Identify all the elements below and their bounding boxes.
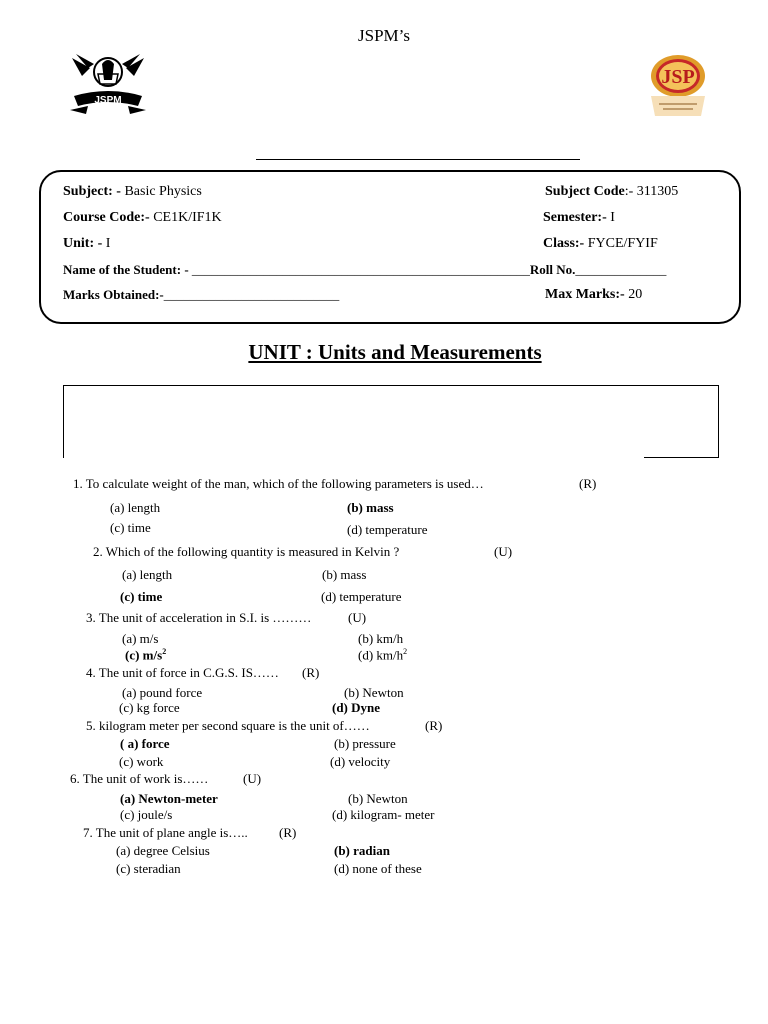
max-marks-label: Max Marks:- [545,287,625,302]
subject-label: Subject: - [63,184,121,199]
question-text: 1. To calculate weight of the man, which of the following parameters is used… [73,476,484,491]
question-4 [86,665,279,681]
institute-name: JSPM’s [358,26,410,45]
student-name-blank: ____________________________________________________ [188,262,530,277]
option-a: (a) m/s [122,631,159,646]
option-b: (b) mass [322,567,367,582]
option-b: (b) km/h [358,631,404,646]
marks-obtained-blank: ___________________________ [163,287,340,302]
marks-obtained-row [63,287,339,303]
option-b-answer: (b) radian [334,843,390,858]
answer-box [63,385,719,458]
subject-code-row [545,184,678,200]
subject-code-value: :- 311305 [624,184,679,199]
question-text: 4. The unit of force in C.G.S. IS…… [86,665,279,680]
question-level: (U) [494,544,513,559]
unit-title: UNIT : Units and Measurements [248,340,542,364]
roll-no-blank: ______________ [575,262,667,277]
course-code-value: CE1K/IF1K [149,210,222,225]
question-level: (R) [579,476,597,491]
max-marks-value: 20 [624,287,643,302]
option-d: (d) kilogram- meter [332,807,435,822]
subject-row [63,184,202,200]
jspm-logo [68,50,148,116]
question-text: 2. Which of the following quantity is measured in Kelvin ? [93,544,400,559]
unit-label: Unit: - [63,236,103,251]
option-a: (a) length [110,500,161,515]
class-label: Class:- [543,236,585,251]
semester-label: Semester:- [543,210,607,225]
question-level: (R) [302,665,320,680]
question-6 [70,771,208,787]
option-a-answer: (a) Newton-meter [120,791,218,806]
option-b: (b) Newton [348,791,408,806]
option-c: (c) steradian [116,861,181,876]
jsp-logo-text: JSP [661,66,695,88]
option-b: (b) pressure [334,736,396,751]
option-c-text: (c) m/s [125,647,163,663]
option-d: (d) temperature [347,522,428,537]
option-d-answer: (d) Dyne [332,700,381,715]
jsp-logo [643,52,713,120]
option-d: (d) velocity [330,754,391,769]
unit-value: I [102,236,111,251]
question-text: 6. The unit of work is…… [70,771,209,786]
subject-value: Basic Physics [120,184,202,199]
option-c: (c) kg force [119,700,180,715]
option-c-superscript: 2 [162,647,167,656]
option-c: (c) work [119,754,164,769]
option-b-answer: (b) mass [347,500,394,515]
subject-code-label: Subject Code [545,184,625,199]
option-a: (a) pound force [122,685,203,700]
unit-row [63,236,110,252]
question-level: (R) [279,825,297,840]
option-a: (a) degree Celsius [116,843,210,858]
option-d-superscript: 2 [403,647,408,656]
option-d [358,647,407,663]
course-code-row [63,210,222,226]
option-c-answer [125,647,166,663]
question-text: 7. The unit of plane angle is….. [83,825,248,840]
jspm-logo-text: JSPM [94,95,122,106]
class-value: FYCE/FYIF [584,236,658,251]
course-code-label: Course Code:- [63,210,150,225]
marks-obtained-label: Marks Obtained:- [63,287,164,302]
option-a-answer: ( a) force [120,736,170,751]
semester-row [543,210,615,226]
question-text: 3. The unit of acceleration in S.I. is ……… [86,610,312,625]
option-c-answer: (c) time [120,589,163,604]
semester-value: I [606,210,615,225]
student-name-label: Name of the Student: - [63,262,189,277]
option-c: (c) time [110,520,151,535]
student-name-row [63,262,666,278]
question-level: (U) [243,771,262,786]
question-7 [83,825,248,841]
class-row [543,236,658,252]
option-d-text: (d) km/h [358,647,404,663]
question-level: (U) [348,610,367,625]
question-text: 5. kilogram meter per second square is the unit of…… [86,718,370,733]
option-a: (a) length [122,567,173,582]
answer-box-underline [644,457,718,458]
question-level: (R) [425,718,443,733]
option-d: (d) temperature [321,589,402,604]
option-c: (c) joule/s [120,807,173,822]
question-3 [86,610,311,626]
question-1 [73,476,484,492]
roll-no-label: Roll No. [529,262,576,277]
max-marks-row [545,287,642,303]
option-d: (d) none of these [334,861,422,876]
question-2 [93,544,399,560]
question-5 [86,718,370,734]
signature-line [256,159,580,160]
option-b: (b) Newton [344,685,404,700]
